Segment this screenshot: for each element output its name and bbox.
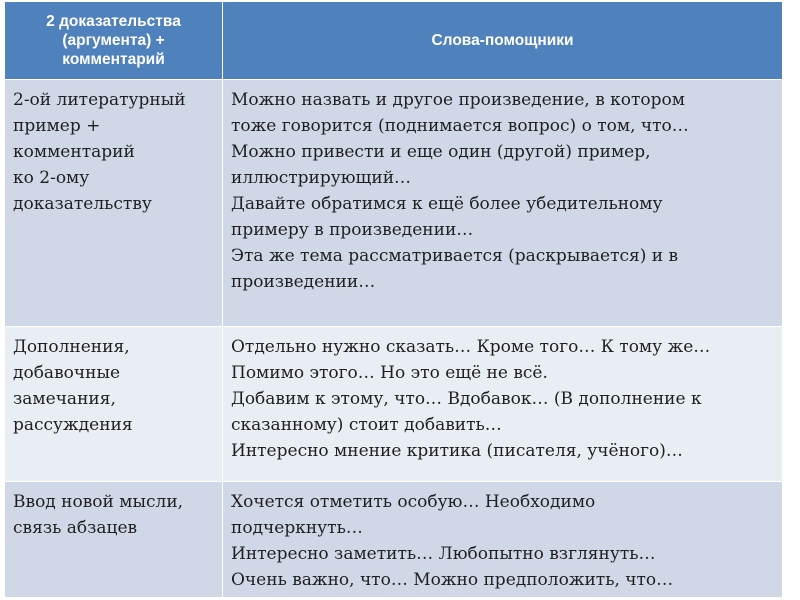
table-header-row [5,2,783,80]
header-col1-line: комментарий [62,51,165,68]
row-label-cell [5,327,223,482]
phrase-line: Эта же тема рассматривается (раскрывается) и в [231,246,679,266]
row-label-line: рассуждения [13,415,133,435]
phrase-line: тоже говорится (поднимается вопрос) о том, что… [231,116,689,136]
phrase-line: сказанному) стоит добавить… [231,415,502,435]
row-label-line: 2-ой литературный [13,90,186,110]
phrase-line: Можно назвать и другое произведение, в котором [231,90,686,110]
row-label-line: ко 2-ому [13,168,90,188]
row-label-line: добавочные [13,363,121,383]
row-label-line: доказательству [13,194,152,214]
phrase-line: Помимо этого… Но это ещё не всё. [231,363,548,383]
table-row [5,482,783,598]
phrase-line: Интересно мнение критика (писателя, учёного)… [231,441,683,461]
phrase-line: Добавим к этому, что… Вдобавок… (В дополнение к [231,389,702,409]
phrase-line: подчеркнуть… [231,518,363,538]
row-label-line: связь абзацев [13,518,138,538]
phrase-line: Давайте обратимся к ещё более убедительному [231,194,663,214]
row-phrases-cell [223,327,783,482]
phrase-line: Очень важно, что… Можно предположить, что… [231,570,674,590]
phrase-line: Можно привести и еще один (другой) пример, [231,142,651,162]
header-col1-line: 2 доказательства [46,13,181,30]
phrase-line: Отдельно нужно сказать… Кроме того… К тому же… [231,337,711,357]
row-label-line: замечания, [13,389,116,409]
phrase-line: иллюстрирующий… [231,168,412,188]
row-label-line: комментарий [13,142,135,162]
row-phrases-cell [223,80,783,327]
phrase-line: Интересно заметить… Любопытно взглянуть… [231,544,656,564]
table-row [5,80,783,327]
row-label-line: пример + [13,116,101,136]
row-label-cell [5,482,223,598]
header-col2-text: Слова-помощники [431,32,574,49]
header-col1-line: (аргумента) + [62,32,165,49]
header-cell-argument [5,2,223,80]
table-row [5,327,783,482]
phrase-line: произведении… [231,272,376,292]
header-cell-helper-words [223,2,783,80]
phrase-line: примеру в произведении… [231,220,474,240]
row-label-cell [5,80,223,327]
row-phrases-cell [223,482,783,598]
phrase-line: Хочется отметить особую… Необходимо [231,492,596,512]
row-label-line: Ввод новой мысли, [13,492,184,512]
row-label-line: Дополнения, [13,337,130,357]
helper-words-table [4,1,783,598]
